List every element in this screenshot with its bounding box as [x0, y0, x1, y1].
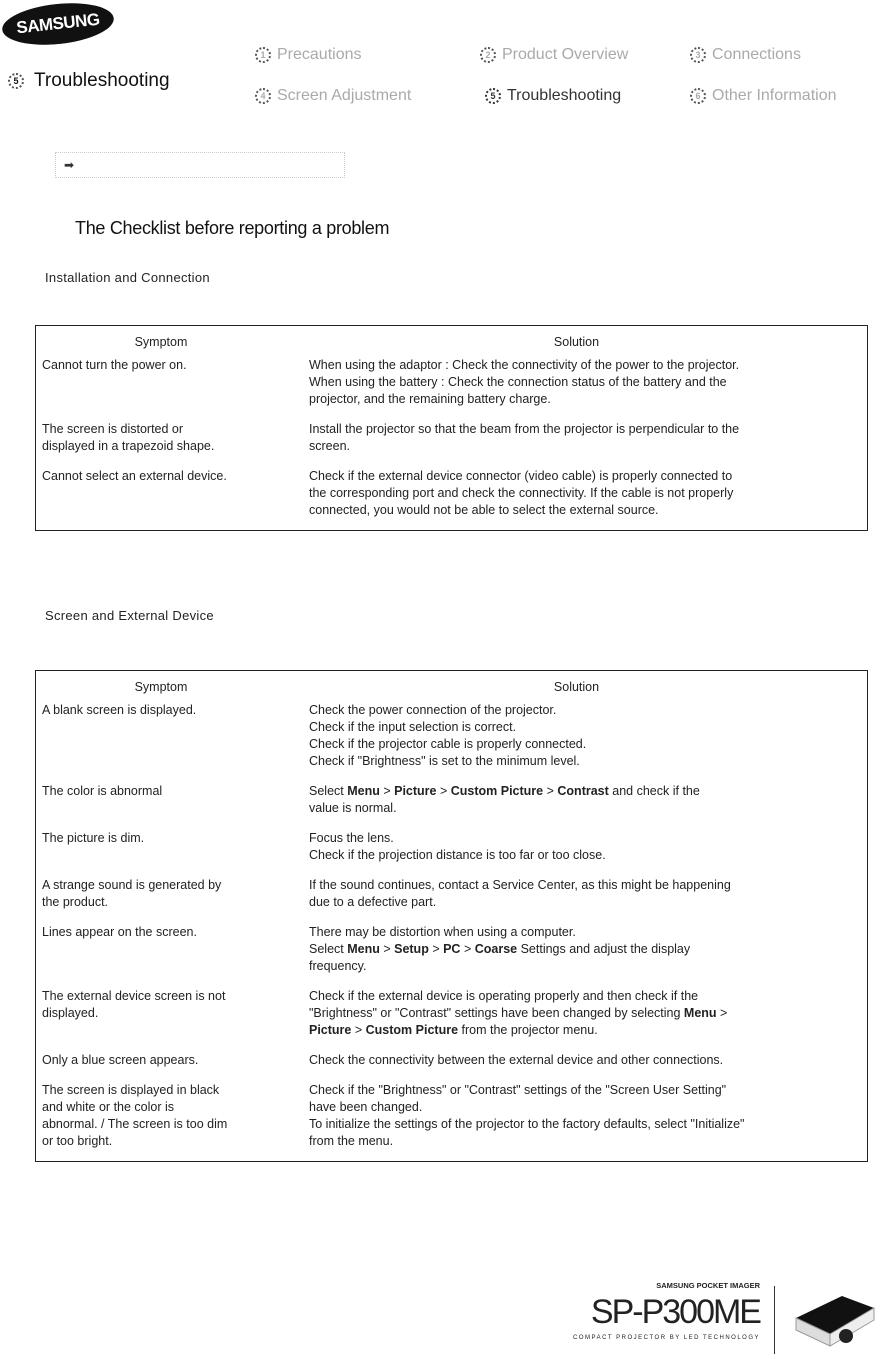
table-row — [36, 419, 867, 466]
solution-cell — [301, 421, 867, 455]
solution-line — [309, 736, 855, 753]
divider — [774, 1286, 775, 1354]
solution-cell — [301, 357, 867, 408]
projector-image — [792, 1290, 876, 1352]
chapter-icon: 5 — [485, 88, 501, 104]
chapter-icon: 6 — [690, 88, 706, 104]
table-screen — [35, 670, 868, 1162]
solution-text: When using the adaptor : Check the connectivity of the power to the projector. — [309, 358, 740, 372]
table-row — [36, 466, 867, 530]
section-title-text: Troubleshooting — [34, 70, 170, 91]
solution-text: Check if the input selection is correct. — [309, 720, 517, 734]
table-row — [36, 828, 867, 875]
solution-cell — [301, 830, 867, 864]
solution-text: Check if the projector cable is properly connected. — [309, 737, 587, 751]
solution-line — [309, 800, 855, 817]
solution-text: Install the projector so that the beam from the projector is perpendicular to the — [309, 422, 740, 436]
solution-cell — [301, 877, 867, 911]
solution-cell — [301, 988, 867, 1039]
menu-path-term: PC — [443, 942, 461, 956]
symptom-line: displayed in a trapezoid shape. — [42, 439, 215, 453]
solution-text: Check if the "Brightness" or "Contrast" settings of the "Screen User Setting" — [309, 1083, 727, 1097]
solution-text: To initialize the settings of the projector to the factory defaults, select "Initialize" — [309, 1117, 745, 1131]
symptom-line: The external device screen is not — [42, 989, 226, 1003]
solution-text: Check if the external device connector (video cable) is properly connected to — [309, 469, 733, 483]
symptom-line: displayed. — [42, 1006, 99, 1020]
solution-line — [309, 1116, 855, 1133]
menu-path-term: Picture — [309, 1023, 352, 1037]
column-header-symptom: Symptom — [134, 335, 188, 349]
symptom-line: Cannot select an external device. — [42, 469, 227, 483]
table-installation — [35, 325, 868, 531]
solution-line — [309, 1099, 855, 1116]
chapter-5-icon: 5 — [8, 73, 24, 89]
solution-text: projector, and the remaining battery charge. — [309, 392, 551, 406]
solution-line — [309, 702, 855, 719]
nav-label: Troubleshooting — [507, 87, 622, 104]
solution-text: Check if "Brightness" is set to the minimum level. — [309, 754, 580, 768]
menu-path-term: Picture — [394, 784, 437, 798]
menu-path-term: Menu — [683, 1006, 717, 1020]
page-heading: The Checklist before reporting a problem — [75, 218, 390, 238]
section-title — [8, 70, 170, 92]
solution-line — [309, 924, 855, 941]
symptom-line: Cannot turn the power on. — [42, 358, 187, 372]
table-row — [36, 1050, 867, 1080]
solution-line — [309, 1133, 855, 1150]
product-brand — [560, 1280, 760, 1343]
nav-screen-adjustment[interactable] — [255, 87, 411, 105]
solution-text: > — [379, 784, 395, 798]
solution-text: Check if the external device is operating properly and then check if the — [309, 989, 699, 1003]
chapter-icon: 4 — [255, 88, 271, 104]
table-row — [36, 1080, 867, 1161]
symptom-cell — [36, 421, 301, 455]
faint-section-banner — [55, 152, 345, 178]
table-row — [36, 875, 867, 922]
symptom-cell — [36, 924, 301, 975]
symptom-cell — [36, 988, 301, 1039]
symptom-line: The picture is dim. — [42, 831, 145, 845]
solution-line — [309, 485, 855, 502]
solution-line — [309, 391, 855, 408]
solution-text: Settings and adjust the display — [517, 942, 691, 956]
arrow-icon: ➡ — [64, 158, 75, 172]
symptom-cell — [36, 783, 301, 817]
nav-label: Product Overview — [502, 46, 629, 63]
solution-text: If the sound continues, contact a Service Center, as this might be happening — [309, 878, 731, 892]
symptom-line: Only a blue screen appears. — [42, 1053, 199, 1067]
solution-line — [309, 830, 855, 847]
nav-connections[interactable] — [690, 46, 801, 64]
solution-text: > — [436, 784, 451, 798]
solution-text: connected, you would not be able to select the external source. — [309, 503, 659, 517]
table-row — [36, 355, 867, 419]
table-header — [36, 326, 867, 355]
solution-text: have been changed. — [309, 1100, 423, 1114]
table-row — [36, 781, 867, 828]
column-header-solution: Solution — [553, 335, 600, 349]
solution-line — [309, 719, 855, 736]
table-row — [36, 700, 867, 781]
solution-cell — [301, 1052, 867, 1069]
solution-text: screen. — [309, 439, 350, 453]
subhead-installation: Installation and Connection — [45, 270, 210, 285]
solution-text: value is normal. — [309, 801, 397, 815]
nav-troubleshooting[interactable] — [485, 87, 621, 105]
solution-text: > — [351, 1023, 366, 1037]
nav-label: Precautions — [277, 46, 362, 63]
symptom-cell — [36, 702, 301, 770]
column-header-solution: Solution — [553, 680, 600, 694]
solution-text: Focus the lens. — [309, 831, 394, 845]
chapter-icon: 1 — [255, 47, 271, 63]
solution-line — [309, 941, 855, 958]
solution-text: There may be distortion when using a computer. — [309, 925, 576, 939]
solution-text: due to a defective part. — [309, 895, 437, 909]
symptom-cell — [36, 468, 301, 519]
symptom-line: abnormal. / The screen is too dim — [42, 1117, 228, 1131]
solution-cell — [301, 702, 867, 770]
tagline: COMPACT PROJECTOR BY LED TECHNOLOGY — [573, 1335, 760, 1341]
solution-text: frequency. — [309, 959, 367, 973]
table-header — [36, 671, 867, 700]
solution-cell — [301, 924, 867, 975]
solution-line — [309, 421, 855, 438]
menu-path-term: Custom Picture — [450, 784, 544, 798]
nav-label: Screen Adjustment — [277, 87, 412, 104]
chapter-icon: 3 — [690, 47, 706, 63]
menu-path-term: Menu — [347, 784, 380, 798]
solution-line — [309, 988, 855, 1005]
symptom-line: and white or the color is — [42, 1100, 175, 1114]
nav-label: Other Information — [712, 87, 837, 104]
symptom-cell — [36, 1052, 301, 1069]
model-name: SP-P300ME — [590, 1293, 760, 1331]
symptom-cell — [36, 877, 301, 911]
solution-text: > — [543, 784, 558, 798]
solution-cell — [301, 1082, 867, 1150]
solution-line — [309, 894, 855, 911]
nav-other-information[interactable] — [690, 87, 837, 105]
table-row — [36, 922, 867, 986]
solution-text: Select — [309, 784, 348, 798]
symptom-line: The screen is distorted or — [42, 422, 184, 436]
solution-text: Check the power connection of the projector. — [309, 703, 557, 717]
menu-path-term: Custom Picture — [365, 1023, 459, 1037]
solution-line — [309, 958, 855, 975]
solution-line — [309, 468, 855, 485]
solution-cell — [301, 468, 867, 519]
subhead-screen: Screen and External Device — [45, 608, 214, 623]
menu-path-term: Coarse — [474, 942, 518, 956]
solution-line — [309, 438, 855, 455]
nav-precautions[interactable] — [255, 46, 362, 64]
column-header-symptom: Symptom — [134, 680, 188, 694]
solution-line — [309, 502, 855, 519]
solution-text: > — [716, 1006, 728, 1020]
solution-text: Check if the projection distance is too far or too close. — [309, 848, 606, 862]
solution-cell — [301, 783, 867, 817]
solution-text: from the projector menu. — [458, 1023, 598, 1037]
solution-line — [309, 357, 855, 374]
solution-line — [309, 1052, 855, 1069]
symptom-line: The screen is displayed in black — [42, 1083, 220, 1097]
solution-text: Check the connectivity between the external device and other connections. — [309, 1053, 724, 1067]
symptom-line: or too bright. — [42, 1134, 113, 1148]
symptom-line: the product. — [42, 895, 109, 909]
logo-text: SAMSUNG — [15, 9, 101, 38]
chapter-icon: 2 — [480, 47, 496, 63]
solution-line — [309, 753, 855, 770]
solution-text: Select — [309, 942, 348, 956]
symptom-cell — [36, 357, 301, 408]
symptom-cell — [36, 830, 301, 864]
solution-line — [309, 877, 855, 894]
solution-line — [309, 374, 855, 391]
solution-text: and check if the — [608, 784, 700, 798]
solution-text: When using the battery : Check the connection status of the battery and the — [309, 375, 727, 389]
menu-path-term: Setup — [394, 942, 429, 956]
menu-path-term: Menu — [347, 942, 380, 956]
solution-line — [309, 783, 855, 800]
nav-label: Connections — [712, 46, 801, 63]
solution-text: "Brightness" or "Contrast" settings have been changed by selecting — [309, 1006, 684, 1020]
solution-text: the corresponding port and check the connectivity. If the cable is not properly — [309, 486, 734, 500]
symptom-cell — [36, 1082, 301, 1150]
series-name: SAMSUNG POCKET IMAGER — [656, 1281, 760, 1290]
solution-text: > — [428, 942, 444, 956]
solution-text: from the menu. — [309, 1134, 394, 1148]
symptom-line: Lines appear on the screen. — [42, 925, 197, 939]
nav-product-overview[interactable] — [480, 46, 628, 64]
solution-line — [309, 1005, 855, 1022]
symptom-line: A blank screen is displayed. — [42, 703, 197, 717]
solution-text: > — [379, 942, 395, 956]
table-row — [36, 986, 867, 1050]
solution-text: > — [460, 942, 475, 956]
samsung-logo — [0, 0, 116, 50]
symptom-line: The color is abnormal — [42, 784, 163, 798]
solution-line — [309, 1082, 855, 1099]
solution-line — [309, 1022, 855, 1039]
menu-path-term: Contrast — [557, 784, 609, 798]
solution-line — [309, 847, 855, 864]
symptom-line: A strange sound is generated by — [42, 878, 222, 892]
